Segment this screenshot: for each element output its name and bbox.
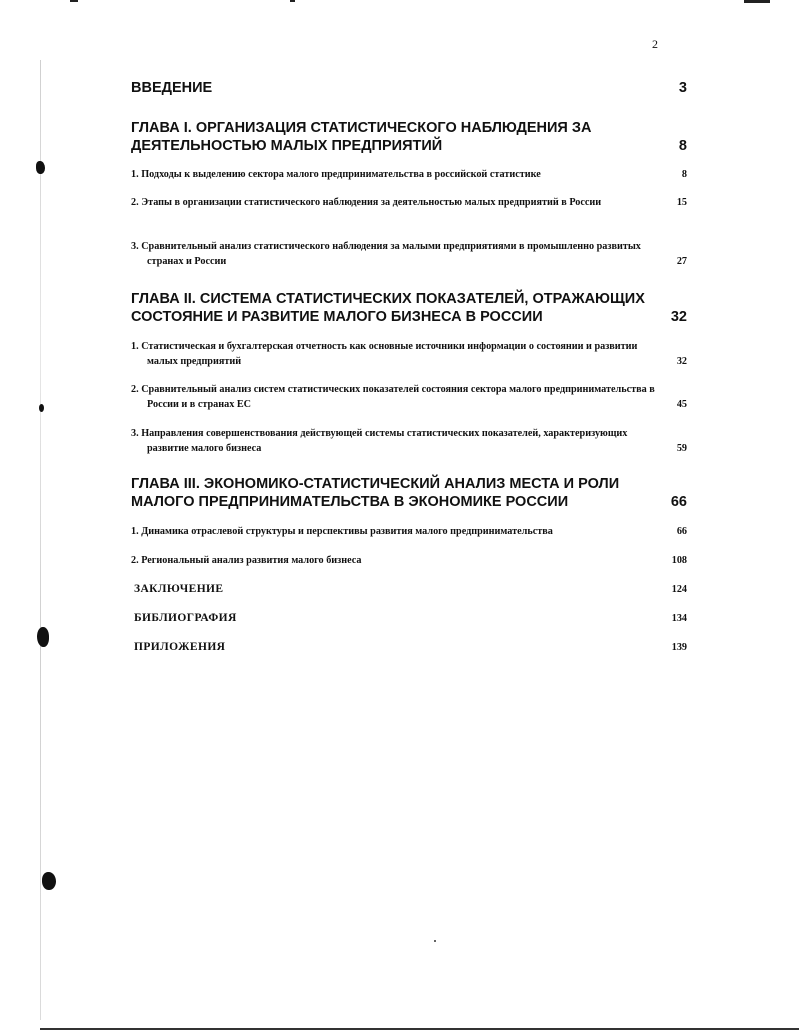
toc-page-number: 66: [676, 526, 687, 537]
toc-page-number: 32: [676, 356, 687, 367]
toc-entry-conclusion: [134, 582, 687, 597]
punch-hole-mark: [37, 627, 49, 647]
toc-section: [131, 382, 687, 412]
toc-page-number: 124: [671, 584, 687, 595]
toc-chapter-2: [131, 290, 687, 326]
toc-section-title: 2. Сравнительный анализ систем статистических показателей состояния сектора малого предпринимательства в России и в странах ЕС: [131, 384, 655, 410]
toc-entry-title: ВВЕДЕНИЕ: [131, 80, 213, 96]
scan-mark: [290, 0, 295, 2]
toc-page-number: 27: [676, 256, 687, 267]
toc-entry-intro: [131, 79, 687, 97]
toc-chapter-title: ГЛАВА I. ОРГАНИЗАЦИЯ СТАТИСТИЧЕСКОГО НАБЛЮДЕНИЯ ЗА ДЕЯТЕЛЬНОСТЬЮ МАЛЫХ ПРЕДПРИЯТИЙ: [131, 120, 592, 154]
toc-section-title: 1. Статистическая и бухгалтерская отчетность как основные источники информации о состоянии и развитии малых предприятий: [131, 341, 638, 367]
toc-section: [131, 553, 687, 568]
toc-section: [131, 239, 687, 269]
toc-page-number: 15: [676, 197, 687, 208]
toc-section: [131, 339, 687, 369]
toc-entry-bibliography: [134, 611, 687, 626]
toc-page-number: 66: [670, 494, 687, 510]
toc-section-title: 2. Этапы в организации статистического наблюдения за деятельностью малых предприятий в России: [131, 197, 602, 208]
toc-section-title: 3. Сравнительный анализ статистического наблюдения за малыми предприятиями в промышленно развитых странах и России: [131, 241, 641, 267]
toc-page-number: 32: [670, 309, 687, 325]
punch-hole-mark: [36, 161, 45, 174]
scan-mark: [744, 0, 770, 3]
toc-section-title: 1. Подходы к выделению сектора малого предпринимательства в российской статистике: [131, 169, 541, 180]
toc-page-number: 45: [676, 399, 687, 410]
toc-page-number: 59: [676, 443, 687, 454]
toc-section-title: 1. Динамика отраслевой структуры и перспективы развития малого предпринимательства: [131, 526, 553, 537]
toc-chapter-3: [131, 475, 687, 511]
toc-entry-appendices: [134, 640, 687, 655]
punch-hole-mark: [39, 404, 44, 412]
scan-speck: [434, 940, 436, 942]
toc-chapter-title: ГЛАВА III. ЭКОНОМИКО-СТАТИСТИЧЕСКИЙ АНАЛИЗ МЕСТА И РОЛИ МАЛОГО ПРЕДПРИНИМАТЕЛЬСТВА В ЭКОНОМИКЕ РОССИИ: [131, 476, 620, 510]
toc-section-title: 2. Региональный анализ развития малого бизнеса: [131, 555, 362, 566]
toc-section: [131, 167, 687, 182]
toc-section-title: 3. Направления совершенствования действующей системы статистических показателей, характеризующих развитие малого бизнеса: [131, 428, 628, 454]
scan-mark: [70, 0, 78, 2]
toc-entry-title: БИБЛИОГРАФИЯ: [134, 612, 237, 624]
toc-section: [131, 195, 687, 210]
toc-section: [131, 524, 687, 539]
toc-page-number: 139: [671, 642, 687, 653]
toc-chapter-1: [131, 119, 687, 155]
toc-entry-title: ПРИЛОЖЕНИЯ: [134, 641, 226, 653]
toc-page-number: 8: [681, 169, 687, 180]
toc-page-number: 134: [671, 613, 687, 624]
toc-page-number: 108: [671, 555, 687, 566]
toc-entry-title: ЗАКЛЮЧЕНИЕ: [134, 583, 224, 595]
toc-page-number: 3: [678, 80, 687, 96]
scan-edge-line: [40, 60, 41, 1020]
page-number: 2: [652, 37, 658, 51]
toc-section: [131, 426, 687, 456]
toc-page-number: 8: [678, 138, 687, 154]
scan-bottom-line: [40, 1028, 799, 1030]
toc-chapter-title: ГЛАВА II. СИСТЕМА СТАТИСТИЧЕСКИХ ПОКАЗАТЕЛЕЙ, ОТРАЖАЮЩИХ СОСТОЯНИЕ И РАЗВИТИЕ МАЛОГО БИЗНЕСА В РОССИИ: [131, 291, 645, 325]
punch-hole-mark: [42, 872, 56, 890]
